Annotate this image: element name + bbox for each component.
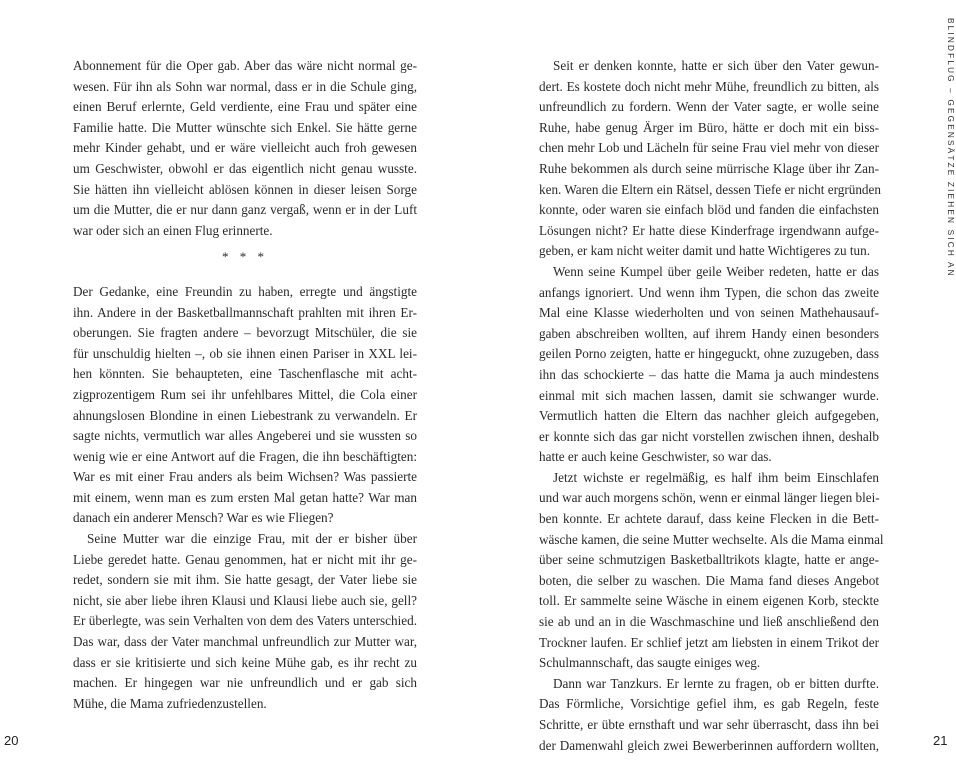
section-break: * * * — [222, 249, 268, 265]
paragraph — [539, 674, 879, 756]
text-line: wäsche kamen, die seine Mutter wechselte. Als die Mama einmal — [539, 531, 884, 547]
text-line: Liebe geredet hatte. Genau genommen, hat er nicht mit ihr ge- — [73, 551, 417, 567]
text-line: um Geschwister, obwohl er das eigentlich nicht genau wusste. — [73, 160, 417, 176]
text-line: Abonnement für die Oper gab. Aber das wäre nicht normal ge- — [73, 58, 417, 73]
text-line: chen mehr Lob und Lächeln für seine Frau viel mehr von dieser — [539, 140, 879, 156]
text-line: dass er sie kritisierte und sich keine Mühe gab, es ihr recht zu — [73, 654, 417, 670]
text-line: Seit er denken konnte, hatte er sich über den Vater gewun- — [553, 58, 879, 73]
text-line: war oder sich an einen Flug erinnerte. — [73, 222, 273, 238]
text-line: Mal eine Klasse wiederholten und von seinen Mathehausauf- — [539, 305, 879, 321]
text-line: ben konnte. Er achtete darauf, dass keine Flecken in die Bett- — [539, 511, 879, 527]
text-line: ihn das schockierte – das hatte die Mama ja auch mindestens — [539, 366, 879, 382]
text-line: unfreundlich zu fordern. Wenn der Vater sagte, er wolle seine — [539, 99, 879, 115]
paragraph — [539, 56, 879, 262]
paragraph — [539, 468, 884, 674]
text-line: und war auch morgens schön, wenn er einmal länger liegen blei- — [539, 490, 880, 506]
text-line: Dann war Tanzkurs. Er lernte zu fragen, ob er bitten durfte. — [553, 675, 879, 691]
paragraph — [539, 262, 879, 468]
text-line: einen Beruf erlernte, Geld verdiente, eine Frau und später eine — [73, 99, 417, 115]
running-head-text: BLINDFLUG – GEGENSÄTZE ZIEHEN SICH AN — [946, 18, 955, 278]
text-line: mit einem, wenn man es zum ersten Mal getan hatte? War man — [73, 489, 417, 505]
text-line: Vermutlich hatten die Eltern das nachher gleich aufgegeben, — [539, 408, 879, 424]
right-text-column — [539, 56, 884, 756]
text-line: Schritte, er übte ernsthaft und war sehr überrascht, dass ihn bei — [539, 717, 879, 732]
text-line: um die Mutter, die er nur dann ganz vergaß, wenn er in der Luft — [73, 202, 417, 218]
page-number-left: 20 — [4, 733, 19, 748]
text-line: Das war, dass der Vater manchmal unfreundlich zur Mutter war, — [73, 634, 417, 650]
text-line: Der Gedanke, eine Freundin zu haben, erregte und ängstigte — [73, 283, 417, 299]
right-page — [478, 0, 956, 764]
text-line: gaben abschreiben wollten, auf ihrem Handy einen besonders — [539, 325, 879, 341]
paragraph — [73, 529, 417, 714]
text-line: für unschuldig hielten –, ob sie ihnen einen Pariser in XXL lei- — [73, 345, 417, 361]
text-line: Familie hatte. Die Mutter wünschte sich Enkel. Sie hätte gerne — [73, 119, 417, 135]
text-line: nicht, sie aber liebe ihren Klausi und Klausi liebe auch sie, gell? — [73, 592, 417, 608]
text-line: Das Förmliche, Vorsichtige gefiel ihm, es gab Regeln, feste — [539, 696, 879, 712]
text-line: wesen. Für ihn als Sohn war normal, dass er in die Schule ging, — [73, 78, 417, 94]
text-line: über seine schmutzigen Basketballtrikots klagte, hatte er ange- — [539, 552, 879, 568]
paragraph — [73, 282, 417, 529]
text-line: Mühe, die Mama zufriedenzustellen. — [73, 695, 267, 711]
text-line: redet, sondern sie mit ihm. Sie hatte gesagt, der Vater liebe sie — [73, 572, 417, 588]
paragraph — [73, 56, 417, 241]
text-line: ahnungslosen Blondine in einen Liebestrank zu verwandeln. Er — [73, 407, 417, 423]
text-line: er konnte sich das gar nicht vorstellen zwischen ihnen, deshalb — [539, 428, 879, 444]
left-text-column — [73, 56, 417, 714]
text-line: Ruhe bekommen als durch seine mürrische Klage über ihr Zan- — [539, 160, 879, 176]
text-line: toll. Er sammelte seine Wäsche in einem eigenen Korb, steckte — [539, 593, 879, 609]
text-line: geilen Porno zeigten, hatte er hingeguckt, ohne zuzugeben, dass — [539, 346, 879, 362]
text-line: sagte nichts, vermutlich war alles Angeberei und sie wussten so — [73, 428, 417, 444]
text-line: der Damenwahl gleich zwei Bewerberinnen auffordern wollten, — [539, 737, 879, 753]
text-line: machen. Er hingegen war nie unfreundlich und er gab sich — [73, 675, 417, 691]
text-line: konnte, oder waren sie einfach blöd und fanden die einfachsten — [539, 202, 879, 218]
running-head — [943, 18, 956, 278]
text-line: Schulmannschaft, das saugte einiges weg. — [539, 655, 761, 671]
text-line: Jetzt wichste er regelmäßig, es half ihm beim Einschlafen — [553, 469, 879, 485]
text-line: oberungen. Sie fragten andere – bevorzugt Mitschüler, die sie — [73, 325, 417, 341]
text-line: Lösungen nicht? Er hatte diese Kinderfrage irgendwann aufge- — [539, 222, 879, 238]
text-line: danach ein anderer Mensch? War es wie Fliegen? — [73, 510, 334, 526]
text-line: War es mit einer Frau anders als beim Wichsen? Was passierte — [73, 469, 417, 485]
text-line: Ruhe, habe genug Ärger im Büro, hätte er doch mit ein biss- — [539, 119, 879, 135]
text-line: Wenn seine Kumpel über geile Weiber redeten, hatte er das — [553, 263, 879, 279]
text-line: Sie hätten ihn vielleicht ablösen können in dieser leisen Sorge — [73, 181, 417, 197]
text-line: ken. Waren die Eltern ein Rätsel, dessen Tiefe er nicht ergründen — [539, 181, 881, 197]
text-line: Seine Mutter war die einzige Frau, mit der er bisher über — [87, 531, 417, 547]
text-line: wenig wie er eine Antwort auf die Fragen, die ihn beschäftigten: — [73, 448, 417, 464]
text-line: einmal mit sich machen lassen, damit sie schwanger wurde. — [539, 387, 879, 403]
text-line: anfangs ignoriert. Und wenn ihm Typen, die schon das zweite — [539, 284, 879, 300]
text-line: boten, die selber zu waschen. Die Mama fand dieses Angebot — [539, 572, 879, 588]
text-line: Trockner laufen. Er schlief jetzt am liebsten in einem Trikot der — [539, 634, 879, 650]
text-line: sie ab und an in die Waschmaschine und ließ anschließend den — [539, 614, 879, 630]
text-line: ihn. Andere in der Basketballmannschaft prahlten mit ihren Er- — [73, 304, 417, 320]
text-line: dert. Es kostete doch nicht mehr Mühe, freundlich zu bitten, als — [539, 78, 879, 94]
page-number-right: 21 — [933, 733, 948, 748]
text-line: hen könnten. Sie behaupteten, eine Taschenflasche mit acht- — [73, 366, 417, 382]
text-line: Er überlegte, was sein Verhalten von dem des Vaters unterschied. — [73, 613, 417, 629]
text-line: geben, er kam nicht weiter damit und hatte Wichtigeres zu tun. — [539, 243, 871, 259]
text-line: hatte er auch keine Geschwister, so war das. — [539, 449, 772, 465]
text-line: mehr Kinder gehabt, und er wäre vielleicht auch froh gewesen — [73, 140, 417, 156]
text-line: zigprozentigem Rum sei ihr unfehlbares Mittel, die Cola einer — [73, 386, 417, 402]
